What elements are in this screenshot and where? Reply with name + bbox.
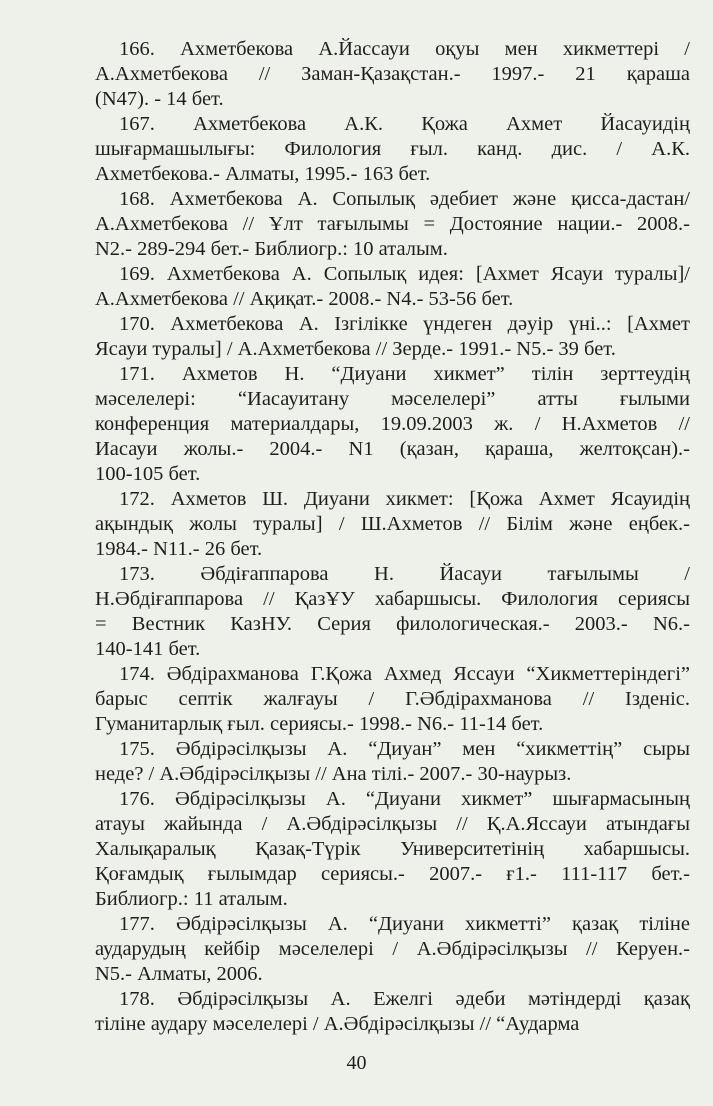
bibliography-entry (95, 312, 690, 362)
page-number: 40 (346, 1052, 367, 1074)
bibliography-entry (95, 987, 690, 1037)
entry-line: = Вестник КазНУ. Серия филологическая.- 2003.- N6.- (95, 613, 690, 635)
bibliography-entry (95, 662, 690, 737)
entry-line: шығармашылығы: Филология ғыл. канд. дис. / А.К. (95, 138, 690, 160)
entry-line: Иасауи жолы.- 2004.- N1 (қазан, қараша, желтоқсан).- (95, 438, 690, 460)
entry-line: неде? / А.Әбдірәсілқызы // Ана тілі.- 2007.- 30-наурыз. (95, 763, 572, 785)
entry-line: 140-141 бет. (95, 638, 201, 660)
entry-line: 168. Ахметбекова А. Сопылық әдебиет және қисса-дастан/ (119, 188, 690, 210)
entry-line: мәселелері: “Иасауитану мәселелері” атты ғылыми (95, 388, 690, 410)
bibliography-entry (95, 362, 690, 487)
entry-line: Библиогр.: 11 аталым. (95, 888, 288, 910)
entry-line: (N47). - 14 бет. (95, 88, 224, 110)
entry-line: 170. Ахметбекова А. Ізгілікке үндеген дәуір үні..: [Ахмет (119, 313, 690, 335)
bibliography-entry (95, 187, 690, 262)
bibliography-entry (95, 112, 690, 187)
entry-line: 173. Әбдіғаппарова Н. Йасауи тағылымы / (119, 563, 690, 585)
bibliography-entry (95, 37, 690, 112)
entry-line: А.Ахметбекова // Ақиқат.- 2008.- N4.- 53-56 бет. (95, 288, 514, 310)
entry-line: 171. Ахметов Н. “Диуани хикмет” тілін зерттеудің (119, 363, 690, 385)
entry-line: 166. Ахметбекова А.Йассауи оқуы мен хикметтері / (119, 38, 690, 60)
entry-line: тіліне аудару мәселелері / А.Әбдірәсілқызы // “Аударма (95, 1013, 580, 1035)
entry-line: А.Ахметбекова // Ұлт тағылымы = Достояние нации.- 2008.- (95, 213, 690, 235)
entry-line: 177. Әбдірәсілқызы А. “Диуани хикметті” қазақ тіліне (119, 913, 690, 935)
entry-line: 172. Ахметов Ш. Диуани хикмет: [Қожа Ахмет Ясауидің (119, 488, 690, 510)
entry-line: А.Ахметбекова // Заман-Қазақстан.- 1997.- 21 қараша (95, 63, 690, 85)
bibliography-entry (95, 737, 690, 787)
entry-line: Қоғамдық ғылымдар сериясы.- 2007.- ғ1.- 111-117 бет.- (95, 863, 690, 885)
entry-line: Ясауи туралы] / А.Ахметбекова // Зерде.- 1991.- N5.- 39 бет. (95, 338, 616, 360)
entry-line: аударудың кейбір мәселелері / А.Әбдірәсілқызы // Керуен.- (95, 938, 690, 960)
entry-line: 178. Әбдірәсілқызы А. Ежелгі әдеби мәтіндерді қазақ (119, 988, 690, 1010)
bibliography-entry (95, 262, 690, 312)
entry-line: 176. Әбдірәсілқызы А. “Диуани хикмет” шығармасының (119, 788, 690, 810)
entry-line: Халықаралық Қазақ-Түрік Университетінің хабаршысы. (95, 838, 690, 860)
entry-line: 100-105 бет. (95, 463, 201, 485)
entry-line: Ахметбекова.- Алматы, 1995.- 163 бет. (95, 163, 431, 185)
entry-line: Н.Әбдіғаппарова // ҚазҰУ хабаршысы. Филология сериясы (95, 588, 690, 610)
bibliography-list (95, 37, 690, 1037)
entry-line: N5.- Алматы, 2006. (95, 963, 263, 985)
entry-line: атауы жайында / А.Әбдірәсілқызы // Қ.А.Яссауи атындағы (95, 813, 690, 835)
bibliography-entry (95, 787, 690, 912)
entry-line: 169. Ахметбекова А. Сопылық идея: [Ахмет Ясауи туралы]/ (119, 263, 690, 285)
entry-line: 1984.- N11.- 26 бет. (95, 538, 263, 560)
entry-line: 175. Әбдірәсілқызы А. “Диуан” мен “хикметтің” сыры (119, 738, 690, 760)
entry-line: барыс септік жалғауы / Г.Әбдірахманова // Ізденіс. (95, 688, 690, 710)
bibliography-entry (95, 562, 690, 662)
entry-line: ақындық жолы туралы] / Ш.Ахметов // Білім және еңбек.- (95, 513, 690, 535)
entry-line: 174. Әбдірахманова Г.Қожа Ахмед Яссауи “Хикметтеріндегі” (119, 663, 690, 685)
bibliography-entry (95, 912, 690, 987)
entry-line: 167. Ахметбекова А.К. Қожа Ахмет Йасауидің (119, 113, 690, 135)
entry-line: Гуманитарлық ғыл. сериясы.- 1998.- N6.- 11-14 бет. (95, 713, 544, 735)
entry-line: N2.- 289-294 бет.- Библиогр.: 10 аталым. (95, 238, 448, 260)
entry-line: конференция материалдары, 19.09.2003 ж. / Н.Ахметов // (95, 413, 690, 435)
bibliography-entry (95, 487, 690, 562)
